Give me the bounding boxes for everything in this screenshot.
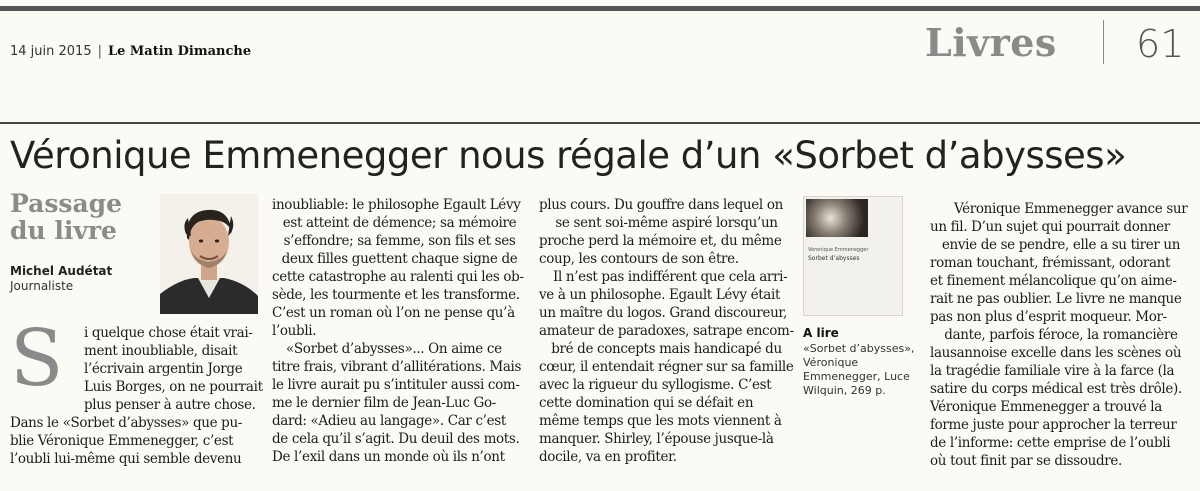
rubric-title-line-1: Passage (10, 189, 123, 218)
book-detail-line: «Sorbet d’abysses», (803, 342, 915, 355)
text-line: Luis Borges, on ne pourrait (84, 379, 263, 395)
text-line: avec la rigueur du syllogisme. C’est (539, 377, 772, 393)
rubric-title (10, 190, 122, 244)
text-line: la tragédie familiale vire à la farce (la (930, 363, 1175, 379)
text-line: ment inoubliable, disait (84, 343, 238, 359)
book-detail-line: Wilquin, 269 p. (803, 384, 886, 397)
text-line: coup, les contours de son être. (539, 251, 739, 267)
text-line: Il n’est pas indifférent que cela arri- (553, 269, 788, 285)
text-line: bré de concepts mais handicapé du (551, 341, 782, 357)
text-line: rait ne pas oublier. Le livre ne manque (930, 291, 1182, 307)
text-line: où tout finit par se dissoudre. (930, 453, 1122, 469)
top-rule (0, 6, 1200, 11)
text-line: l’écrivain argentin Jorge (84, 361, 243, 377)
page-header-meta (10, 44, 251, 59)
a-lire-label: A lire (803, 326, 839, 340)
text-line: dard: «Adieu au langage». Car c’est (272, 413, 506, 429)
section-title: Livres (925, 20, 1057, 65)
text-line: sède, les tourmente et les transforme. (272, 287, 520, 303)
text-line: De l’exil dans un monde où ils n’ont (272, 449, 505, 465)
text-line: «Sorbet d’abysses»... On aime ce (286, 341, 502, 357)
author-portrait-image (160, 194, 258, 314)
book-cover-title: Sorbet d’abysses (808, 255, 860, 262)
article-column-1 (10, 324, 263, 468)
book-cover-art (806, 199, 868, 237)
author-photo (160, 194, 258, 314)
text-line: titre frais, vibrant d’allitérations. Mais (272, 359, 522, 375)
article-column-2 (272, 196, 527, 466)
author-role: Journaliste (10, 279, 74, 293)
text-line: le livre aurait pu s’intituler aussi com- (272, 377, 520, 393)
text-line: plus penser à autre chose. (84, 397, 256, 413)
text-line: cœur, il entendait régner sur sa famille (539, 359, 794, 375)
text-line: est atteint de démence; sa mémoire (282, 215, 517, 231)
text-line: cette catastrophe au ralenti qui les ob- (272, 269, 524, 285)
drop-cap: S (10, 314, 64, 404)
text-line: se sent soi-même aspiré lorsqu’un (555, 215, 778, 231)
text-line: de cela qu’il s’agit. Du deuil des mots. (272, 431, 520, 447)
text-line: blie Véronique Emmenegger, c’est (10, 433, 234, 449)
text-line: forme juste pour approcher la terreur (930, 417, 1177, 433)
book-cover-image (803, 196, 903, 316)
text-line: un maître du logos. Grand discoureur, (539, 305, 787, 321)
text-line: inoubliable: le philosophe Egault Lévy (272, 197, 521, 213)
article-column-3 (539, 196, 794, 466)
rubric-title-line-2: du livre (10, 216, 117, 245)
text-line: C’est un roman où l’on ne pense qu’à (272, 305, 515, 321)
book-detail-line: Emmenegger, Luce (803, 370, 910, 383)
text-line: plus cours. Du gouffre dans lequel on (539, 197, 783, 213)
author-name: Michel Audétat (10, 264, 113, 278)
text-line: et finement mélancolique qu’on aime- (930, 273, 1177, 289)
header-separator: | (97, 44, 102, 59)
text-line: lausannoise excelle dans les scènes où (930, 345, 1182, 361)
text-line: Véronique Emmenegger avance sur (954, 201, 1188, 217)
text-line: s’effondre; sa femme, son fils et ses (283, 233, 516, 249)
header-divider (1103, 20, 1104, 64)
text-line: i quelque chose était vrai- (84, 325, 253, 341)
text-line: de l’informe: cette emprise de l’oubli (930, 435, 1171, 451)
text-line: proche perd la mémoire et, du même (539, 233, 782, 249)
text-line: l’oubli. (272, 323, 317, 339)
text-line: Dans le «Sorbet d’abysses» que pu- (10, 415, 243, 431)
book-detail-line: Véronique (803, 356, 859, 369)
section-rule (0, 122, 1200, 124)
text-line: Véronique Emmenegger a trouvé la (930, 399, 1162, 415)
text-line: envie de se pendre, elle a su tirer un (941, 237, 1181, 253)
text-line: docile, va en profiter. (539, 449, 677, 465)
text-line: l’oubli lui-même qui semble devenu (10, 451, 242, 467)
book-cover-author: Véronique Emmenegger (808, 247, 869, 253)
text-line: amateur de paradoxes, satrape encom- (539, 323, 794, 339)
article-column-5 (930, 200, 1192, 470)
publication-name: Le Matin Dimanche (107, 44, 252, 59)
page-number: 61 (1136, 22, 1185, 66)
byline-box (10, 190, 260, 315)
text-line: manquer. Shirley, l’épouse jusque-là (539, 431, 774, 447)
text-line: ve à un philosophe. Egault Lévy était (539, 287, 781, 303)
text-line: pas non plus d’esprit moqueur. Mor- (930, 309, 1167, 325)
text-line: me le dernier film de Jean-Luc Go- (272, 395, 496, 411)
text-line: un fil. D’un sujet qui pourrait donner (930, 219, 1170, 235)
text-line: deux filles guettent chaque signe de (281, 251, 518, 267)
text-line: cette domination qui se défait en (539, 395, 754, 411)
book-details (803, 342, 915, 398)
issue-date: 14 juin 2015 (10, 44, 92, 59)
text-line: roman touchant, frémissant, odorant (930, 255, 1171, 271)
text-line: satire du corps médical est très drôle). (930, 381, 1182, 397)
text-line: dante, parfois féroce, la romancière (944, 327, 1178, 343)
text-line: même temps que les mots viennent à (539, 413, 782, 429)
article-headline: Véronique Emmenegger nous régale d’un «Sorbet d’abysses» (10, 134, 1127, 177)
